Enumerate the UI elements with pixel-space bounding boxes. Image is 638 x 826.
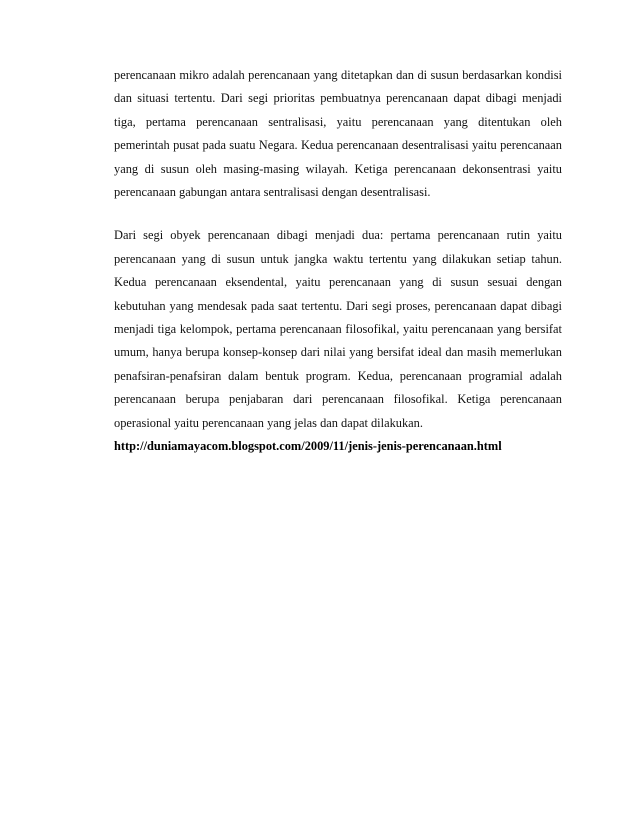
document-body	[114, 64, 562, 459]
paragraph-2: Dari segi obyek perencanaan dibagi menjadi dua: pertama perencanaan rutin yaitu perencanaan yang di susun untuk jangka waktu tertentu yang dilakukan setiap tahun. Kedua perencanaan eksendental, yaitu perencanaan yang di susun sesuai dengan kebutuhan yang mendesak pada saat tertentu. Dari segi proses, perencanaan dapat dibagi menjadi tiga kelompok, pertama perencanaan filosofikal, yaitu perencanaan yang bersifat umum, hanya berupa konsep-konsep dari nilai yang bersifat ideal dan masih memerlukan penafsiran-penafsiran dalam bentuk program. Kedua, perencanaan programial adalah perencanaan berupa penjabaran dari perencanaan filosofikal. Ketiga perencanaan operasional yaitu perencanaan yang jelas dan dapat dilakukan.	[114, 228, 562, 430]
source-url: http://duniamayacom.blogspot.com/2009/11/jenis-jenis-perencanaan.html	[114, 439, 502, 454]
paragraph-1: perencanaan mikro adalah perencanaan yang ditetapkan dan di susun berdasarkan kondisi dan situasi tertentu. Dari segi prioritas pembuatnya perencanaan dapat dibagi menjadi tiga, pertama perencanaan sentralisasi, yaitu perencanaan yang ditentukan oleh pemerintah pusat pada suatu Negara. Kedua perencanaan desentralisasi yaitu perencanaan yang di susun oleh masing-masing wilayah. Ketiga perencanaan dekonsentrasi yaitu perencanaan gabungan antara sentralisasi dengan desentralisasi.	[114, 68, 562, 200]
